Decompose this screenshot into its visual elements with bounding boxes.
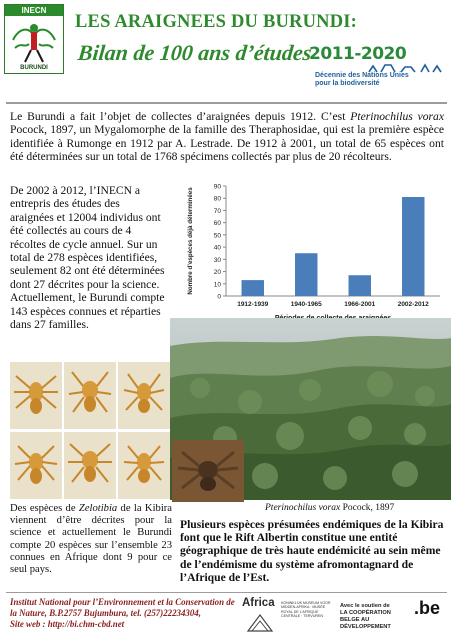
y-tick-label: 70 (213, 207, 221, 215)
africa-museum-logo (242, 597, 278, 635)
spider-photo (118, 362, 170, 429)
chart-bar (402, 197, 424, 296)
coop-line3: BELGE AU DÉVELOPPEMENT (340, 617, 391, 630)
cooperation-text (340, 603, 418, 631)
intro-part2: Pocock, 1897, un Mygalomorphe de la famille des Theraphosidae, qui est la première espèce identifiée à Rumonge en 1912 par A. Lestrade. De 1912 à 2001, un total de 65 espèces ont été déterminées sur un total de 1768 spécimens collectés par plus de 20 récolteurs. (10, 123, 444, 163)
page-title: LES ARAIGNEES DU BURUNDI: (75, 12, 358, 32)
logo-country: BURUNDI (20, 65, 48, 71)
spider-photo (118, 432, 170, 499)
y-tick-label: 20 (213, 269, 221, 277)
spider-photo (10, 432, 62, 499)
institute-name: Institut National pour l’Environnement et la Conservation de la Nature, (10, 597, 235, 618)
y-tick-label: 60 (213, 220, 221, 228)
caption-species: Pterinochilus vorax (265, 503, 341, 513)
page-subtitle: Bilan de 100 ans d’études (76, 40, 313, 65)
institute-address: B.P.2757 Bujumbura, tel. (257)22234304, (46, 607, 201, 618)
intro-species: Pterinochilus vorax (350, 110, 445, 123)
museum-icon (246, 611, 274, 633)
institute-footer (10, 597, 240, 629)
y-tick-label: 90 (213, 183, 221, 191)
caption-author: Pocock, 1897 (340, 503, 395, 513)
intro-part1: Le Burundi a fait l’objet de collectes d’araignées depuis 1912. C’est (10, 110, 351, 123)
species-chart (168, 178, 448, 328)
forest-caption (265, 503, 394, 513)
chart-bar (295, 253, 317, 296)
x-tick-label: 1940-1965 (290, 301, 322, 308)
zelotibia-paragraph (10, 503, 172, 576)
spider-photo (64, 432, 116, 499)
decade-caption-line1: Décennie des Nations Unies (315, 72, 409, 79)
footer-divider (6, 592, 447, 593)
logo-acronym: INECN (5, 5, 63, 16)
y-tick-label: 30 (213, 256, 221, 264)
logo-figure-icon (9, 18, 59, 64)
decade-years: 2011-2020 (309, 44, 407, 64)
header-divider (6, 102, 447, 104)
endemism-paragraph: Plusieurs espèces présumées endémiques de la Kibira font que le Rift Albertin constitue une entité géographique de très haute endémicité au sein même de l’endémisme du système afromontagnard de l’Afrique de l’Est. (180, 518, 444, 584)
y-tick-label: 10 (213, 281, 221, 289)
x-tick-label: 1966-2001 (344, 301, 376, 308)
coop-line2: LA COOPÉRATION (340, 610, 391, 616)
spider-photo (10, 362, 62, 429)
y-tick-label: 40 (213, 244, 221, 252)
biodiversity-decade-badge (309, 44, 449, 96)
decade-caption-line2: pour la biodiversité (315, 80, 380, 87)
chart-bar (349, 275, 371, 296)
zelotibia-genus: Zelotibia (78, 503, 118, 514)
zelotibia-photos (10, 362, 170, 500)
coop-line1: Avec le soutien de (340, 603, 390, 609)
y-axis-label: Nombre d’espèces déjà déterminées (187, 187, 194, 295)
chart-bar (242, 280, 264, 296)
museum-name: KONINKLIJK MUSEUM VOOR MIDDEN-AFRIKA · MUSÉE ROYAL DE L’AFRIQUE CENTRALE · TERVUREN (281, 601, 331, 619)
y-tick-label: 0 (217, 293, 221, 301)
institute-website[interactable]: Site web : http://bi.chm-cbd.net (10, 618, 125, 629)
zelotibia-part1: Des espèces de (10, 503, 79, 514)
study-paragraph: De 2002 à 2012, l’INECN a entrepris des études des araignées et 12004 individus ont été collectés au cours de 4 récoltes de cycle annuel. Sur un total de 278 espèces identifiées, seulement 82 ont été déterminées dont 27 décrites pour la science. Actuellement, le Burundi compte 143 espèces connues et réparties dans 27 familles. (10, 184, 165, 332)
y-tick-label: 80 (213, 195, 221, 203)
x-tick-label: 2002-2012 (397, 301, 429, 308)
zelotibia-part2: de la Kibira viennent d’être décrites pour la science et actuellement le Burundi compte 20 espèces sur l’ensemble 23 connues en Afrique dont 9 pour ce seul pays. (10, 503, 172, 576)
africa-logo-text: Africa (242, 597, 275, 609)
tarantula-photo (172, 440, 244, 502)
y-tick-label: 50 (213, 232, 221, 240)
decade-caption (315, 72, 409, 88)
inecn-logo (4, 4, 64, 74)
be-logo: .be (414, 598, 441, 618)
intro-paragraph (10, 110, 444, 163)
spider-photo (64, 362, 116, 429)
x-tick-label: 1912-1939 (237, 301, 269, 308)
